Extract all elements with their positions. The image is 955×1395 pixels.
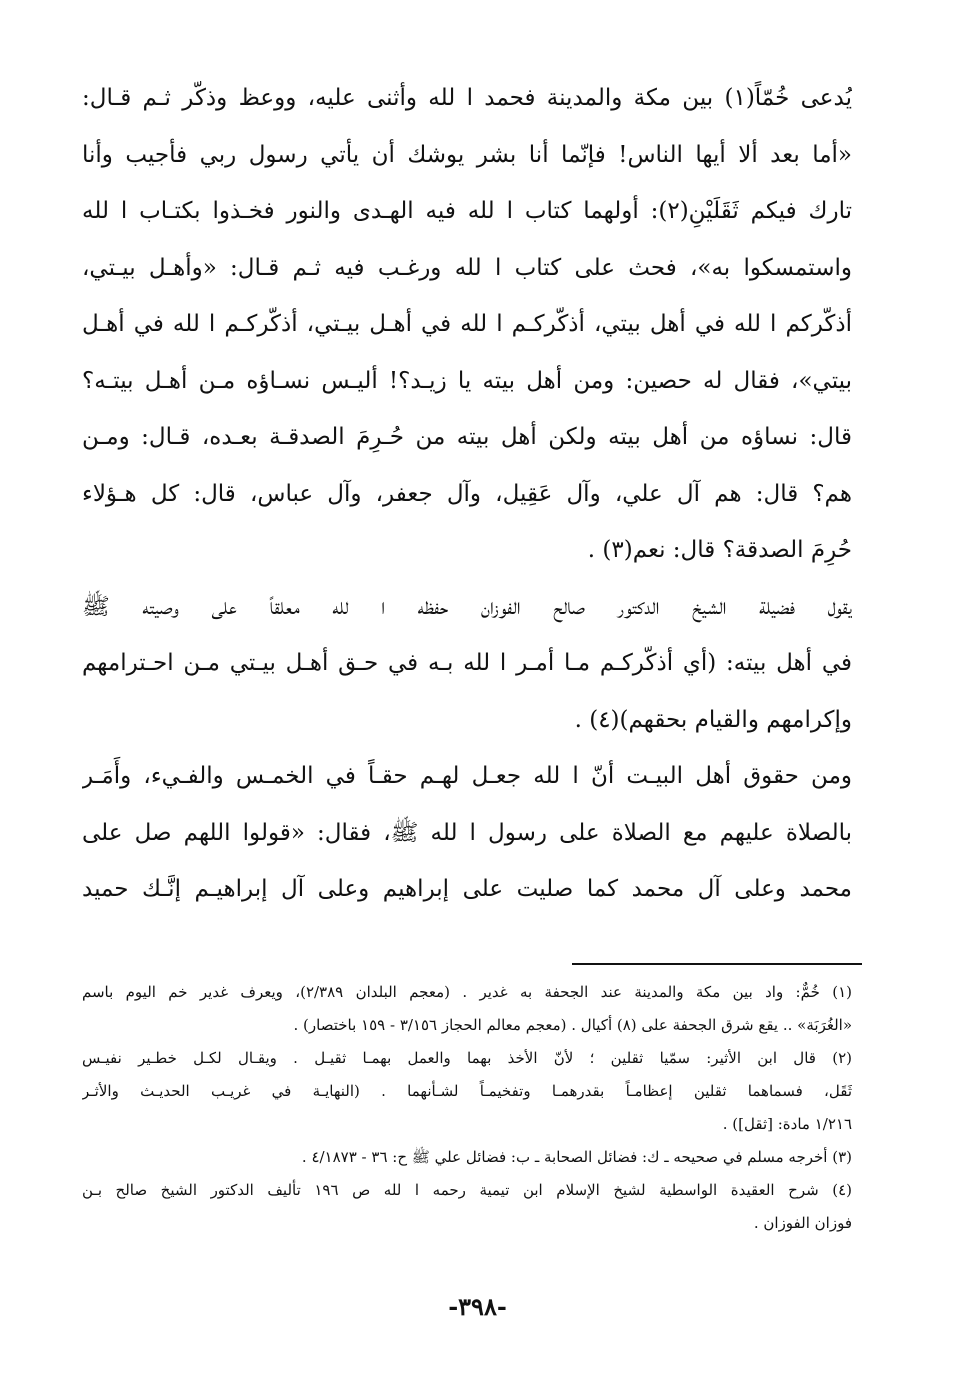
body-line: حُرِمَ الصدقة؟ قال: نعم(٣) . — [587, 537, 852, 563]
footnote-line: (٤) شرح العقيدة الواسطية لشيخ الإسلام ابن تيمية رحمه ا لله ص ١٩٦ تأليف الدكتور الشيخ صالح بـن — [82, 1181, 852, 1199]
body-line: هم؟ قال: هم آل علي، وآل عَقِيل، وآل جعفر، وآل عباس، قال: كل هـؤلاء — [82, 480, 852, 507]
footnote-separator — [572, 963, 862, 965]
body-line: يقول فضيلة الشيخ الدكتور صالح الفوزان حفظه ا لله معلقاً على وصيته ﷺ — [82, 593, 852, 620]
body-line: ومن حقوق أهل البيـت أنّ ا لله جعـل لهـم حقـاً في الخمـس والفـيء، وأَمَـر — [82, 763, 852, 789]
body-line: بيتي»، فقال له حصين: ومن أهل بيته يا زيـد؟! أليـس نسـاؤه مـن أهـل بيتـه؟ — [82, 367, 852, 394]
body-line: «أما بعد ألا أيها الناس! فإنّما أنا بشر يوشك أن يأتي رسول ربي فأجيب وأنا — [82, 141, 852, 168]
footnote-line: فوزان الفوزان . — [753, 1214, 852, 1232]
footnote-line: ثَقَل، فسماهما ثقلين إعظامـاً بقدرهمـا وتفخيمـاً لشـأنهما . (النهايـة في غريـب الحديـث والأثـر — [82, 1082, 852, 1100]
body-line: بالصلاة عليهم مع الصلاة على رسول ا لله ﷺ، فقال: «قولوا اللهم صل على — [82, 819, 852, 846]
body-line: تارك فيكم ثَقَلَيْنِ(٢): أولهما كتاب ا لله فيه الهـدى والنور فخـذوا بكتـاب ا لله — [82, 198, 852, 224]
page-number: -٣٩٨- — [448, 1292, 507, 1321]
footnote-line: (٣) أخرجه مسلم في صحيحه ـ ك: فضائل الصحابة ـ ب: فضائل علي ﷺ ح: ٣٦ - ٤/١٨٧٣ . — [301, 1148, 852, 1166]
footnote-line: (١) خُمٌّ: واد بين مكة والمدينة عند الجحفة به غدير . (معجم البلدان ٢/٣٨٩)، ويعرف غدير خم اليوم باسم — [82, 983, 852, 1001]
body-line: يُدعى خُمّاً(١) بين مكة والمدينة فحمد ا لله وأثنى عليه، ووعظ وذكّر ثـم قـال: — [82, 85, 852, 111]
body-line: وإكرامهم والقيام بحقهم)(٤) . — [574, 706, 852, 733]
body-line: أذكّركم ا لله في أهل بيتي، أذكّركـم ا لله في أهـل بيـتي، أذكّركـم ا لله في أهـل — [82, 311, 852, 337]
main-text — [82, 70, 852, 918]
body-line: قال: نساؤه من أهل بيته ولكن أهل بيته من حُـرِمَ الصدقـة بعـده، قـال: ومـن — [82, 424, 852, 450]
body-line: في أهل بيته: (أي أذكّركـم مـا أمـر ا لله بـه في حـق أهـل بيـتي مـن احـترامهم — [82, 650, 852, 676]
footnote-line: (٢) قال ابن الأثير: سمّيا ثقلين ؛ لأنّ الأخذ بهما والعمل بهمـا ثقيـل . ويقـال لكـل خطـير نفيـس — [82, 1049, 852, 1067]
footnote-line: «الغُرَبَة» .. يقع شرق الجحفة على (٨) أكيال . (معجم معالم الحجاز ٣/١٥٦ - ١٥٩ باختصار) . — [293, 1016, 852, 1034]
footnotes — [82, 976, 852, 1240]
body-line: محمد وعلى آل محمد كما صليت على إبراهيم وعلى آل إبراهيـم إنَّـك حميد — [82, 876, 852, 902]
body-line: واستمسكوا به»، فحث على كتاب ا لله ورغـب فيه ثـم قـال: «وأهـل بيـتي، — [82, 254, 852, 281]
footnote-line: ١/٢١٦ مادة: [ثقل]) . — [722, 1115, 852, 1133]
